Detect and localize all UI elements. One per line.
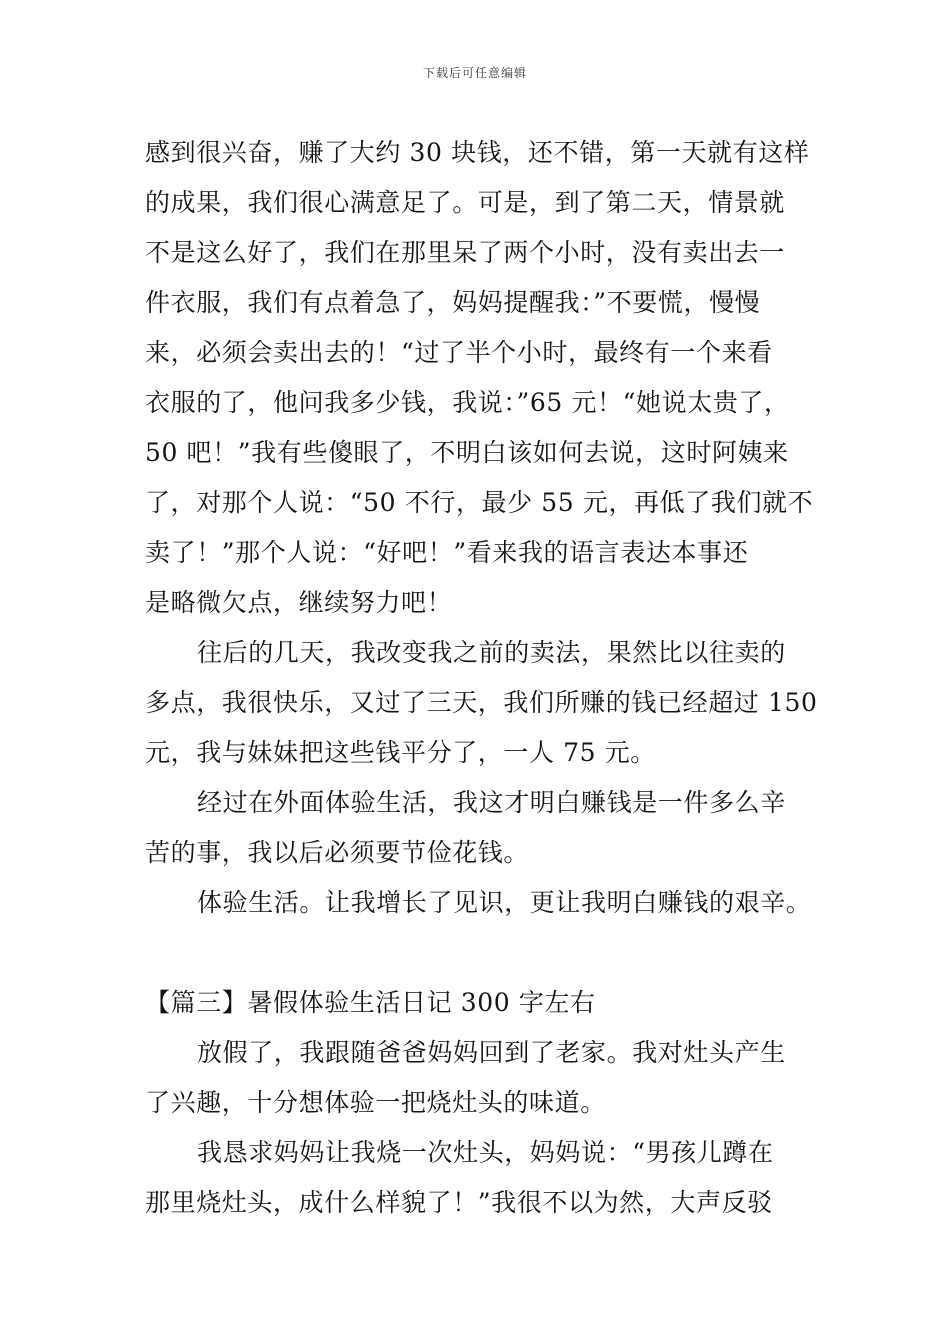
paragraph-6 bbox=[145, 1128, 813, 1228]
paragraph-4 bbox=[145, 878, 813, 928]
text-line: 多点，我很快乐，又过了三天，我们所赚的钱已经超过 150 bbox=[145, 688, 818, 717]
paragraph-3 bbox=[145, 778, 813, 878]
paragraph-1 bbox=[145, 128, 813, 628]
text-line: 我恳求妈妈让我烧一次灶头，妈妈说：“男孩儿蹲在 bbox=[197, 1138, 774, 1167]
text-line: 往后的几天，我改变我之前的卖法，果然比以往卖的 bbox=[197, 638, 786, 667]
text-line: 的成果，我们很心满意足了。可是，到了第二天，情景就 bbox=[145, 188, 786, 217]
text-line: 了，对那个人说：“50 不行，最少 55 元，再低了我们就不 bbox=[145, 488, 814, 517]
text-line: 那里烧灶头，成什么样貌了！”我很不以为然，大声反驳 bbox=[145, 1188, 773, 1217]
text-line: 衣服的了，他问我多少钱，我说：”65 元！“她说太贵了， bbox=[145, 388, 790, 417]
text-line: 是略微欠点，继续努力吧！ bbox=[145, 588, 453, 617]
text-line: 不是这么好了，我们在那里呆了两个小时，没有卖出去一 bbox=[145, 238, 786, 267]
text-line: 放假了，我跟随爸爸妈妈回到了老家。我对灶头产生 bbox=[197, 1038, 786, 1067]
text-line: 经过在外面体验生活，我这才明白赚钱是一件多么辛 bbox=[197, 788, 786, 817]
text-line: 卖了！”那个人说：“好吧！”看来我的语言表达本事还 bbox=[145, 538, 749, 567]
text-line: 来，必须会卖出去的！“过了半个小时，最终有一个来看 bbox=[145, 338, 773, 367]
text-line: 体验生活。让我增长了见识，更让我明白赚钱的艰辛。 bbox=[197, 888, 812, 917]
text-line: 了兴趣，十分想体验一把烧灶头的味道。 bbox=[145, 1088, 606, 1117]
text-line: 苦的事，我以后必须要节俭花钱。 bbox=[145, 838, 530, 867]
paragraph-5 bbox=[145, 1028, 813, 1128]
page-header: 下载后可任意编辑 bbox=[422, 66, 527, 80]
document-body bbox=[145, 128, 818, 1228]
text-line: 元，我与妹妹把这些钱平分了，一人 75 元。 bbox=[145, 738, 656, 767]
blank-line bbox=[145, 928, 813, 978]
text-line: 感到很兴奋，赚了大约 30 块钱，还不错，第一天就有这样 bbox=[145, 138, 810, 167]
text-line: 件衣服，我们有点着急了，妈妈提醒我：”不要慌，慢慢 bbox=[145, 288, 761, 317]
text-line: 50 吧！”我有些傻眼了，不明白该如何去说，这时阿姨来 bbox=[145, 438, 789, 467]
paragraph-2 bbox=[145, 628, 818, 778]
section-title: 【篇三】暑假体验生活日记 300 字左右 bbox=[145, 988, 596, 1017]
